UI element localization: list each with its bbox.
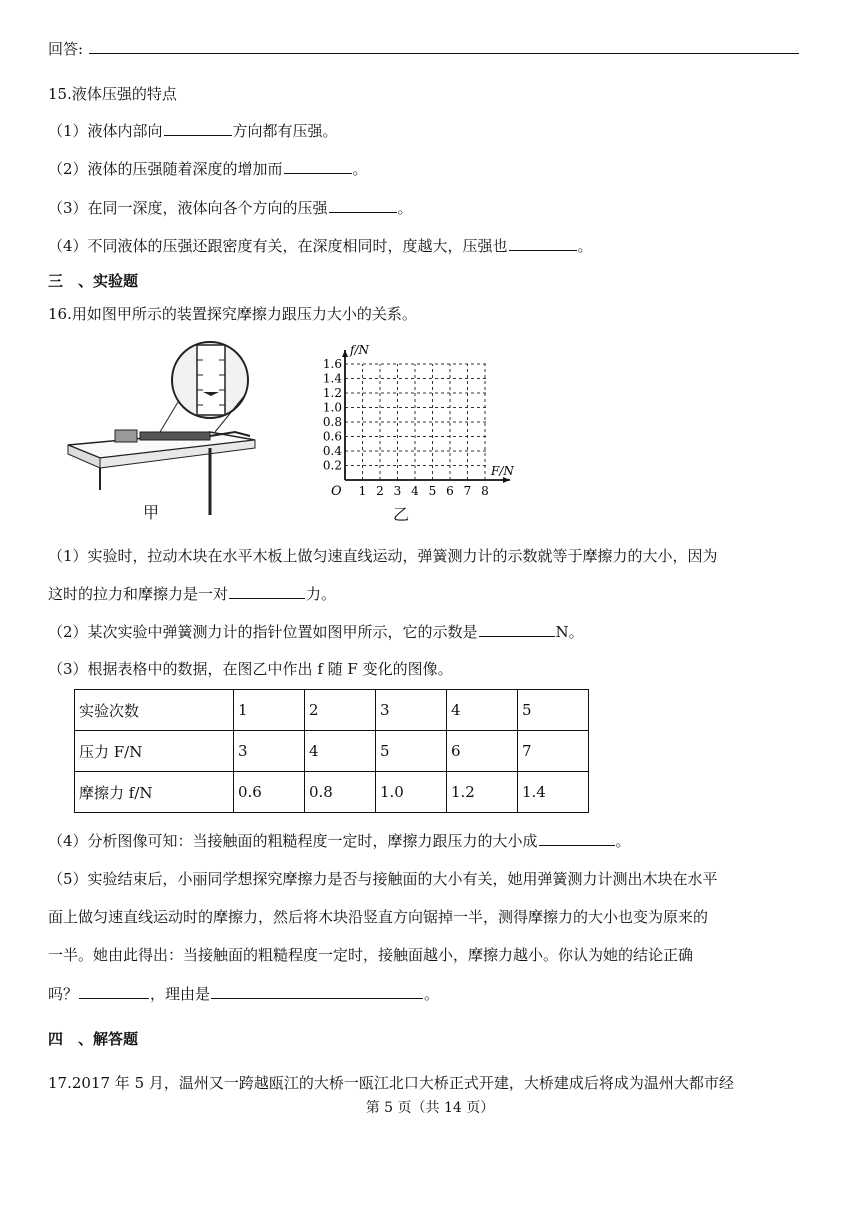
q15-blank-3[interactable] <box>329 198 397 213</box>
table-cell: 2 <box>305 690 376 731</box>
table-cell: 7 <box>518 731 589 772</box>
figure-jia <box>60 340 310 525</box>
table-cell: 3 <box>376 690 447 731</box>
q15-item-1: （1）液体内部向 方向都有压强。 <box>48 122 338 140</box>
figure-yi-label: 乙 <box>393 505 410 524</box>
x-axis-label: F/N <box>491 464 514 478</box>
q16-p2: （2）某次实验中弹簧测力计的指针位置如图甲所示，它的示数是 N。 <box>48 623 584 641</box>
x-tick-label: 6 <box>446 484 454 498</box>
origin-label: O <box>331 484 342 499</box>
q16-p4: （4）分析图像可知：当接触面的粗糙程度一定时，摩擦力跟压力的大小成 。 <box>48 832 631 850</box>
x-tick-label: 3 <box>393 484 402 498</box>
q15-item-2: （2）液体的压强随着深度的增加而 。 <box>48 160 368 178</box>
x-tick-label: 1 <box>358 484 367 498</box>
q16-p3: （3）根据表格中的数据，在图乙中作出 f 随 F 变化的图像。 <box>48 660 453 678</box>
table-cell: 1.2 <box>447 772 518 813</box>
x-tick-label: 2 <box>376 484 384 498</box>
table-cell: 4 <box>305 731 376 772</box>
friction-graph <box>315 340 515 505</box>
q15-blank-2[interactable] <box>284 159 352 174</box>
table-cell: 1 <box>234 690 305 731</box>
table-cell: 0.8 <box>305 772 376 813</box>
y-tick-label: 0.4 <box>322 444 342 458</box>
q16-title: 16.用如图甲所示的装置探究摩擦力跟压力大小的关系。 <box>48 305 417 323</box>
q16-blank-5[interactable] <box>211 984 423 999</box>
table-cell: 1.0 <box>376 772 447 813</box>
answer-label: 回答: <box>48 40 84 58</box>
y-tick-label: 1.4 <box>322 371 342 386</box>
table-cell: 0.6 <box>234 772 305 813</box>
table-cell: 5 <box>518 690 589 731</box>
q16-p1-line2: 这时的拉力和摩擦力是一对 力。 <box>48 585 337 603</box>
q16-blank-3[interactable] <box>539 831 615 846</box>
q15-item-4: （4）不同液体的压强还跟密度有关，在深度相同时，度越大，压强也 。 <box>48 237 593 255</box>
table-cell: 压力 F/N <box>75 731 234 772</box>
q16-p5-line3: 一半。她由此得出：当接触面的粗糙程度一定时，接触面越小，摩擦力越小。你认为她的结论正确 <box>48 946 694 964</box>
table-row <box>75 772 589 813</box>
y-tick-label: 1.0 <box>322 400 342 415</box>
q16-p5-line1: （5）实验结束后，小丽同学想探究摩擦力是否与接触面的大小有关，她用弹簧测力计测出木块在水平 <box>48 870 718 888</box>
table-row <box>75 731 589 772</box>
x-tick-label: 7 <box>463 484 472 498</box>
q15-item-3: （3）在同一深度，液体向各个方向的压强 。 <box>48 199 413 217</box>
answer-blank[interactable] <box>89 39 799 54</box>
y-tick-label: 1.6 <box>322 357 342 371</box>
q16-p5-line4: 吗？ ，理由是 。 <box>48 985 440 1003</box>
q16-blank-2[interactable] <box>479 622 555 637</box>
q16-blank-4[interactable] <box>79 984 149 999</box>
section-3-title: 三 、实验题 <box>48 272 139 290</box>
table-cell: 5 <box>376 731 447 772</box>
y-axis-label: f/N <box>350 343 369 357</box>
table-cell: 4 <box>447 690 518 731</box>
table-cell: 1.4 <box>518 772 589 813</box>
q16-p1-line1: （1）实验时，拉动木块在水平木板上做匀速直线运动，弹簧测力计的示数就等于摩擦力的大小，因为 <box>48 547 718 565</box>
table-cell: 实验次数 <box>75 690 234 731</box>
page-footer: 第 5 页（共 14 页） <box>365 1100 495 1116</box>
x-tick-label: 5 <box>428 484 437 498</box>
x-tick-label: 8 <box>481 484 489 498</box>
table-cell: 3 <box>234 731 305 772</box>
section-4-title: 四 、解答题 <box>48 1030 139 1048</box>
table-row <box>75 690 589 731</box>
figure-jia-label: 甲 <box>143 503 160 522</box>
y-tick-label: 1.2 <box>322 386 342 400</box>
q15-title: 15.液体压强的特点 <box>48 85 177 103</box>
y-axis-arrow <box>342 350 348 357</box>
y-tick-label: 0.6 <box>322 429 342 444</box>
data-table <box>74 689 589 813</box>
table-cell: 6 <box>447 731 518 772</box>
y-tick-label: 0.2 <box>322 458 342 473</box>
q16-blank-1[interactable] <box>229 584 305 599</box>
answer-line <box>48 38 800 59</box>
q17-line1: 17.2017 年 5 月，温州又一跨越瓯江的大桥一瓯江北口大桥正式开建，大桥建成后将成为温州大都市经 <box>48 1074 734 1092</box>
x-tick-label: 4 <box>411 484 419 498</box>
table-cell: 摩擦力 f/N <box>75 772 234 813</box>
apparatus-illustration <box>60 340 310 525</box>
q15-blank-1[interactable] <box>164 121 232 136</box>
figure-yi <box>315 340 515 530</box>
q16-p5-line2: 面上做匀速直线运动时的摩擦力，然后将木块沿竖直方向锯掉一半，测得摩擦力的大小也变为原来的 <box>48 908 709 926</box>
y-tick-label: 0.8 <box>322 415 342 429</box>
q15-blank-4[interactable] <box>509 236 577 251</box>
